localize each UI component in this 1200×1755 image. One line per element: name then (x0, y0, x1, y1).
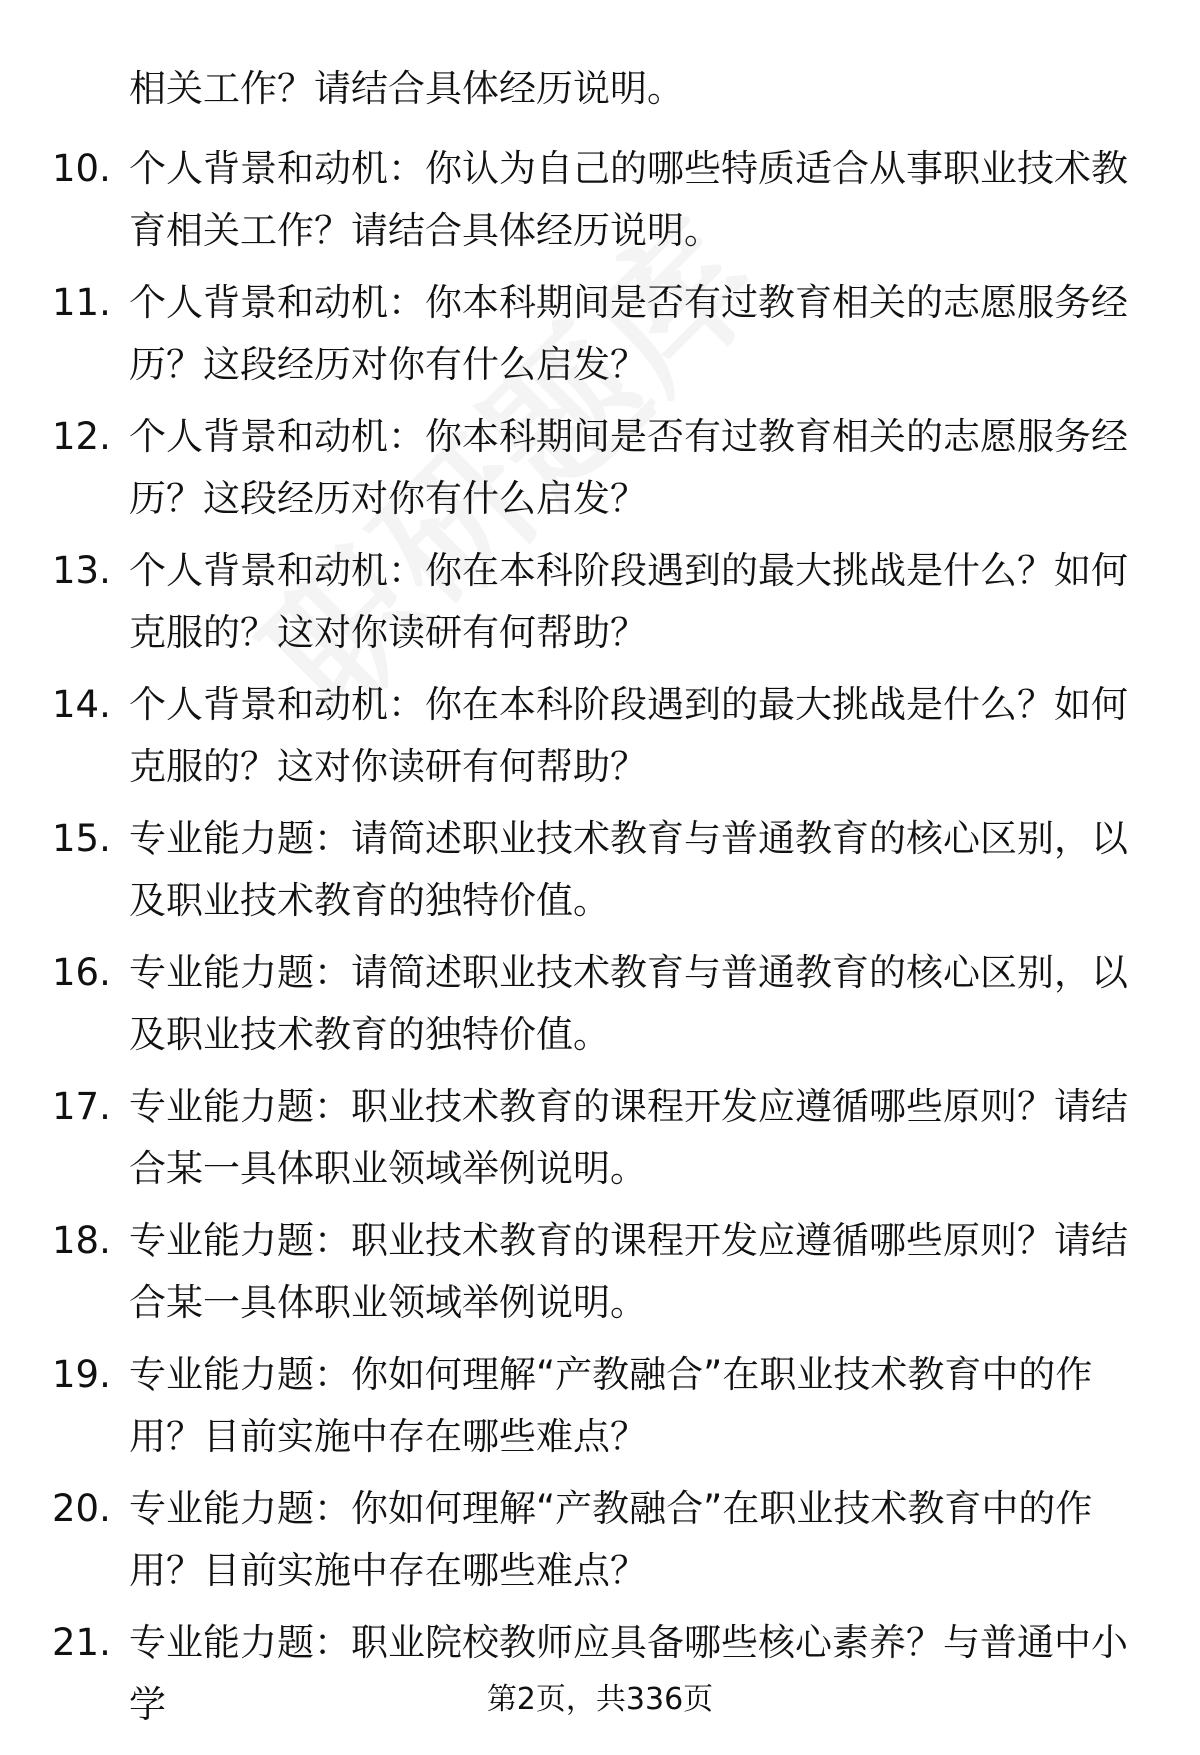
question-text: 个人背景和动机：你本科期间是否有过教育相关的志愿服务经历？这段经历对你有什么启发？ (129, 415, 1128, 520)
question-number: 16. (52, 951, 111, 994)
question-text: 个人背景和动机：你在本科阶段遇到的最大挑战是什么？如何克服的？这对你读研有何帮助？ (129, 549, 1128, 654)
question-item (0, 1478, 1200, 1602)
question-item (0, 406, 1200, 530)
question-text: 专业能力题：请简述职业技术教育与普通教育的核心区别，以及职业技术教育的独特价值。 (129, 951, 1128, 1056)
question-text: 专业能力题：职业技术教育的课程开发应遵循哪些原则？请结合某一具体职业领域举例说明。 (129, 1219, 1128, 1324)
question-item (0, 540, 1200, 664)
question-number: 18. (52, 1219, 111, 1262)
question-item (0, 808, 1200, 932)
question-number: 11. (52, 281, 111, 324)
continued-question-text: 相关工作？请结合具体经历说明。 (129, 67, 684, 110)
question-number: 21. (52, 1621, 111, 1664)
question-item (0, 942, 1200, 1066)
question-text: 专业能力题：职业技术教育的课程开发应遵循哪些原则？请结合某一具体职业领域举例说明。 (129, 1085, 1128, 1190)
question-item (0, 1076, 1200, 1200)
page-footer: 第2页，共336页 (486, 1682, 714, 1717)
question-text: 专业能力题：你如何理解“产教融合”在职业技术教育中的作用？目前实施中存在哪些难点？ (129, 1487, 1093, 1592)
question-item (0, 1210, 1200, 1334)
question-number: 19. (52, 1353, 111, 1396)
question-number: 20. (52, 1487, 111, 1530)
question-number: 14. (52, 683, 111, 726)
question-text: 专业能力题：职业院校教师应具备哪些核心素养？与普通中小学 (129, 1621, 1128, 1726)
question-item (0, 674, 1200, 798)
question-number: 10. (52, 147, 111, 190)
question-number: 12. (52, 415, 111, 458)
question-text: 个人背景和动机：你在本科阶段遇到的最大挑战是什么？如何克服的？这对你读研有何帮助？ (129, 683, 1128, 788)
question-number: 13. (52, 549, 111, 592)
question-item (0, 1344, 1200, 1468)
question-text: 专业能力题：请简述职业技术教育与普通教育的核心区别，以及职业技术教育的独特价值。 (129, 817, 1128, 922)
question-text: 个人背景和动机：你认为自己的哪些特质适合从事职业技术教育相关工作？请结合具体经历说明。 (129, 147, 1128, 252)
question-item (0, 138, 1200, 262)
question-item (0, 272, 1200, 396)
question-text: 个人背景和动机：你本科期间是否有过教育相关的志愿服务经历？这段经历对你有什么启发？ (129, 281, 1128, 386)
question-number: 15. (52, 817, 111, 860)
question-text: 专业能力题：你如何理解“产教融合”在职业技术教育中的作用？目前实施中存在哪些难点？ (129, 1353, 1093, 1458)
question-number: 17. (52, 1085, 111, 1128)
